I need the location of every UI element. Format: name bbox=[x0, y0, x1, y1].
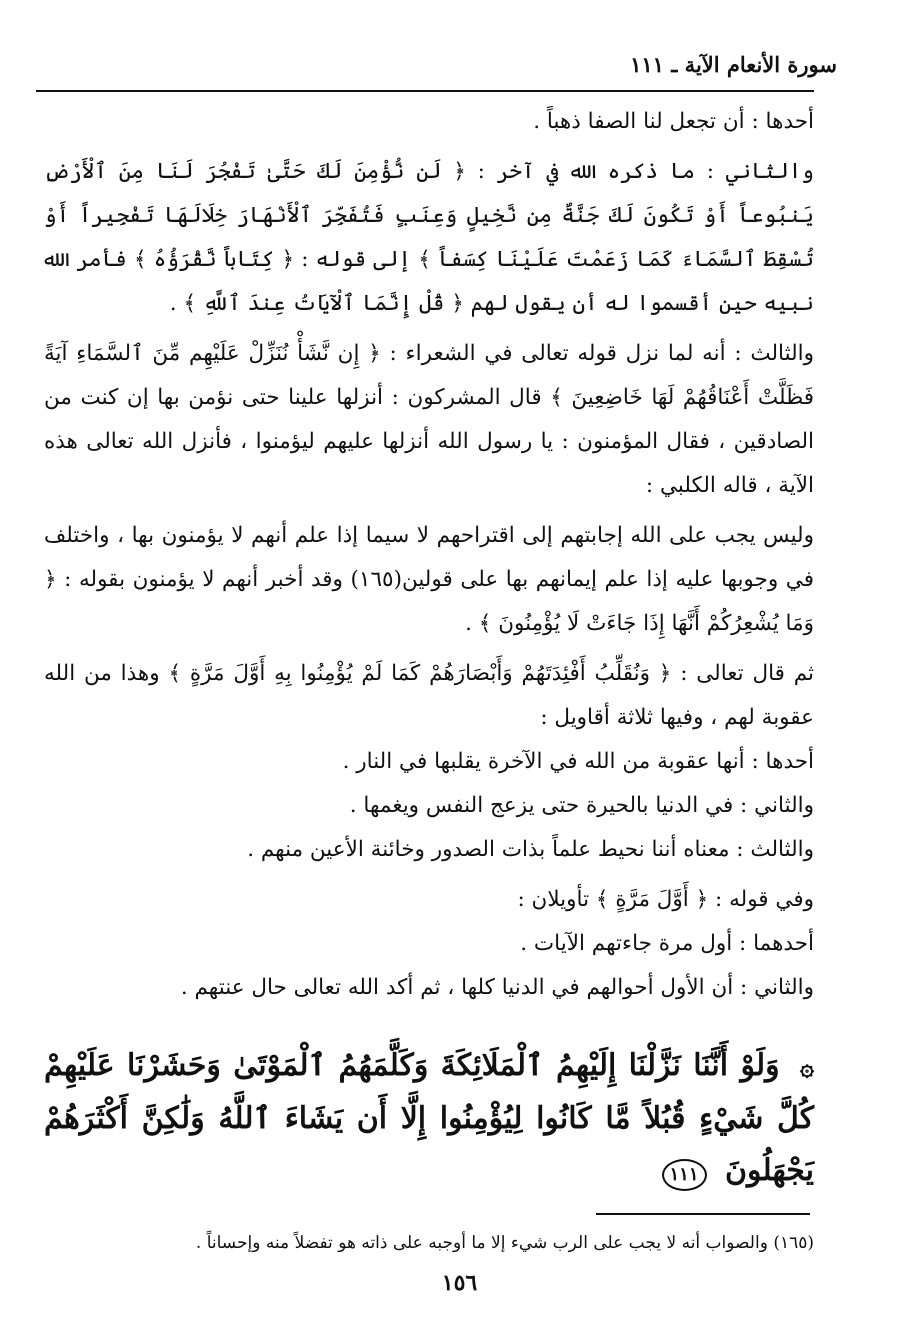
paragraph: والثالث : أنه لما نزل قوله تعالى في الشعراء : ﴿ إِن نَّشَأْ نُنَزِّلْ عَلَيْهِم مِّنَ ٱلسَّمَاءِ آيَةً فَظَلَّتْ أَعْنَاقُهُمْ لَهَا خَاضِعِينَ ﴾ قال المشركون : أنزلها علينا حتى نؤمن بها إن كنت من الصادقين ، فقال المؤمنون : يا رسول الله أنزلها عليهم ليؤمنوا ، فأنزل الله تعالى هذه الآية ، قاله الكلبي : bbox=[44, 341, 814, 498]
rub-el-hizb-icon: ۞ bbox=[799, 1052, 814, 1081]
paragraph: أحدها : أن تجعل لنا الصفا ذهباً . bbox=[533, 109, 814, 134]
running-header: سورة الأنعام الآية ـ ١١١ bbox=[630, 52, 837, 77]
paragraph: والثالث : معناه أننا نحيط علماً بذات الصدور وخائنة الأعين منهم . bbox=[247, 837, 814, 862]
quran-verse bbox=[44, 1040, 814, 1197]
paragraph: أحدهما : أول مرة جاءتهم الآيات . bbox=[520, 931, 814, 956]
ayah-number: ١١١ bbox=[662, 1159, 707, 1191]
commentary-body bbox=[44, 100, 814, 1010]
header-rule bbox=[36, 90, 814, 92]
page-number: ١٥٦ bbox=[441, 1270, 478, 1296]
paragraph: أحدها : أنها عقوبة من الله في الآخرة يقلبها في النار . bbox=[342, 749, 814, 774]
paragraph: ثم قال تعالى : ﴿ وَنُقَلِّبُ أَفْئِدَتَهُمْ وَأَبْصَارَهُمْ كَمَا لَمْ يُؤْمِنُوا بِهِ أَوَّلَ مَرَّةٍ ﴾ وهذا من الله عقوبة لهم ، وفيها ثلاثة أقاويل : bbox=[44, 661, 814, 730]
paragraph: والثاني : في الدنيا بالحيرة حتى يزعج النفس ويغمها . bbox=[349, 793, 814, 818]
paragraph: والثاني : أن الأول أحوالهم في الدنيا كلها ، ثم أكد الله تعالى حال عنتهم . bbox=[180, 975, 814, 1000]
paragraph: وليس يجب على الله إجابتهم إلى اقتراحهم لا سيما إذا علم أنهم لا يؤمنون بها ، واختلف في وجوبها عليه إذا علم إيمانهم بها على قولين(١٦٥) وقد أخبر أنهم لا يؤمنون بقوله : ﴿ وَمَا يُشْعِرُكُمْ أَنَّهَا إِذَا جَاءَتْ لَا يُؤْمِنُونَ ﴾ . bbox=[44, 523, 814, 636]
paragraph: وفي قوله : ﴿ أَوَّلَ مَرَّةٍ ﴾ تأويلان : bbox=[517, 887, 814, 912]
footnote: (١٦٥) والصواب أنه لا يجب على الرب شيء إلا ما أوجبه على ذاته هو تفضلاً منه وإحساناً . bbox=[195, 1233, 814, 1253]
verse-text: وَلَوْ أَنَّنَا نَزَّلْنَا إِلَيْهِمُ ٱلْمَلَائِكَةَ وَكَلَّمَهُمُ ٱلْمَوْتَىٰ وَحَشَرْنَا عَلَيْهِمْ كُلَّ شَيْءٍ قُبُلاً مَّا كَانُوا لِيُؤْمِنُوا إِلَّا أَن يَشَاءَ ٱللَّهُ وَلَٰكِنَّ أَكْثَرَهُمْ يَجْهَلُونَ bbox=[44, 1048, 814, 1188]
paragraph: والثاني : ما ذكره الله في آخر : ﴿ لَن نُّؤْمِنَ لَكَ حَتَّىٰ تَفْجُرَ لَنَا مِنَ ٱلْأَرْضِ يَنبُوعاً أَوْ تَكُونَ لَكَ جَنَّةٌ مِن نَّخِيلٍ وَعِنَبٍ فَتُفَجِّرَ ٱلْأَنْهَارَ خِلَالَهَا تَفْجِيراً أَوْ تُسْقِطَ ٱلسَّمَاءَ كَمَا زَعَمْتَ عَلَيْنَا كِسَفاً ﴾ إلى قوله : ﴿ كِتَاباً نَّقْرَؤُهُ ﴾ فأمر الله نبيه حين أقسموا له أن يقول لهم ﴿ قُلْ إِنَّمَا ٱلْآيَاتُ عِندَ ٱللَّهِ ﴾ . bbox=[44, 159, 814, 316]
footnote-rule bbox=[596, 1213, 810, 1215]
